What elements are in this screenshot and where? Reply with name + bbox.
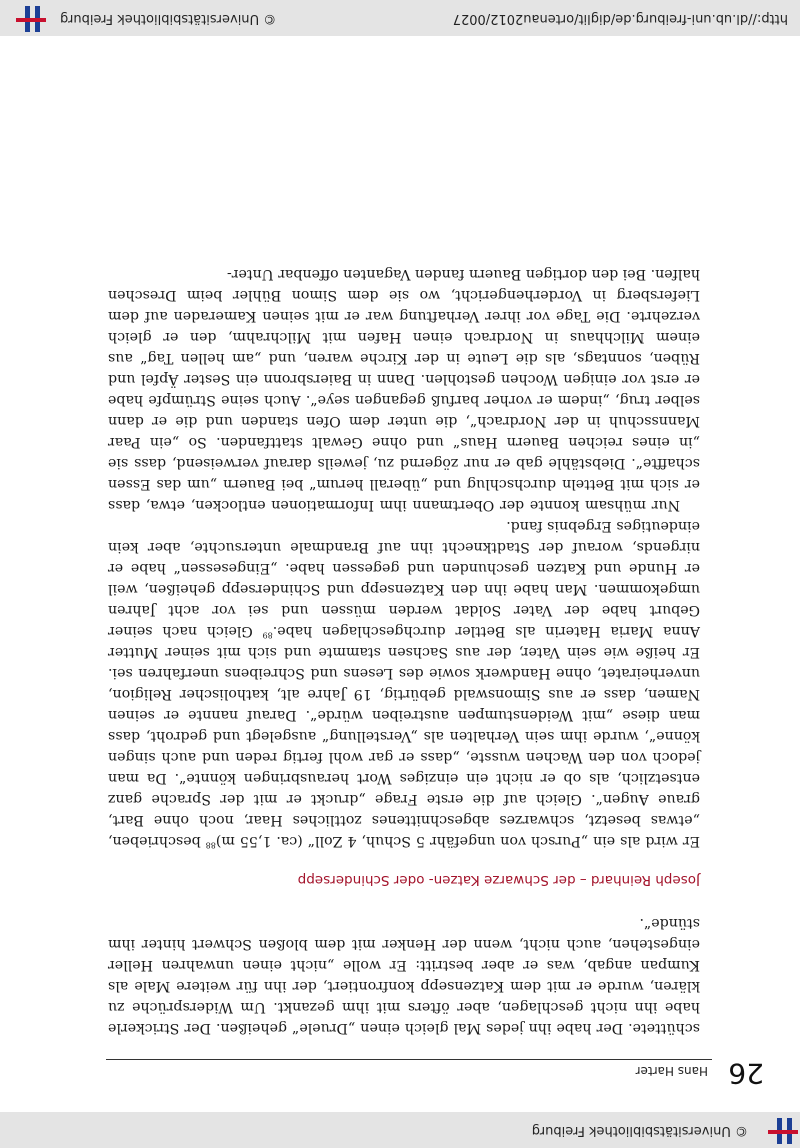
viewer-bottom-bar	[0, 0, 800, 36]
page-number: 26	[728, 1057, 764, 1090]
paragraph: schüttete. Der habe ihn jedes Mal gleich einen „Druele“ geheißen. Der Strickerle habe ihn nicht geschlagen, aber öfters mit ihm gezankt. Um Widersprüche zu klären, wurde er mit dem Katzensepp konfrontiert, der ihn für weitere Male als Kumpan angab, was er aber bestritt: Er wolle „nicht einen unwahren Heller eingestehen, auch nicht, wenn der Henker mit dem bloßen Schwert hinter ihm stünde“.	[108, 915, 700, 1036]
footnote-ref[interactable]: 88	[205, 840, 216, 850]
header-rule	[106, 1059, 712, 1060]
body-text	[108, 263, 700, 1038]
copyright-notice: © Universitätsbibliothek Freiburg	[60, 11, 277, 26]
university-logo-icon	[6, 6, 46, 32]
section-heading: Joseph Reinhard – der Schwarze Katzen- oder Schindersepp	[297, 872, 700, 888]
paragraph-text: Er wird als ein „Pursch von ungefähr 5 Schuh, 4 Zoll“ (ca. 1,55 m)	[215, 833, 700, 849]
viewer-top-bar	[0, 1112, 800, 1148]
paragraph-text: beschrieben, „etwas besetzt, schwarzes abgeschnittenes zottliches Haar, noch ohne Bart, graue Augen“. Gleich auf die erste Frage „druckt er mit der Sprache ganz entsetzlich, als ob er nicht ein einziges Wort herausbringen könnte“. Da man jedoch von den Wachen wusste, „dass er gar wohl fertig reden und auch singen könne“, wurde ihm sein Verhalten als „Verstellung“ ausgelegt und gedroht, dass man diese „mit Weidenstumpen austreiben würde“. Darauf nannte er seinen Namen, dass er aus Simonswald gebürtig, 19 Jahre alt, katholischer Religion, unverheiratet, ohne Handwerk sowie des Lesens und Schreibens unerfahren sei. Er heiße wie sein Vater, der aus Sachsen stammte und sich mit seiner Mutter Anna Maria Haterin als Bettler durchgeschlagen habe.	[108, 623, 700, 849]
running-head: Hans Harter	[635, 1064, 708, 1078]
paragraph-text: Gleich nach seiner Geburt habe der Vater Soldat werden müssen und sei vor acht Jahren umgekommen. Man habe ihn den Katzensepp und Schindersepp geheißen, weil er Hunde und Katzen geschunden und gegessen habe. „Eingesessen“ habe er nirgends, worauf der Stadtknecht ihn auf Brandmale untersuchte, aber kein eindeutiges Ergebnis fand.	[108, 518, 700, 639]
footnote-ref[interactable]: 89	[262, 630, 273, 640]
permalink-url[interactable]: http://dl.ub.uni-freiburg.de/diglit/ortenau2012/0027	[452, 11, 788, 26]
paragraph: Nur mühsam konnte der Obertmann ihm Informationen entlocken, etwa, dass er sich mit Betteln durchschlug und „überall herum“ bei Bauern „um das Essen schaffte“. Diebstähle gab er nur zögernd zu, jeweils darauf verweisend, dass sie „in eines reichen Bauern Haus“ und ohne Gewalt stattfanden. So „ein Paar Mannsschuh in der Nordrach“, die unter dem Ofen standen und die er dann selber trug, „indem er vorher barfuß gegangen seye“. Auch seine Strümpfe habe er erst vor einigen Wochen gestohlen. Dann in Baiersbronn ein Sester Äpfel und Rüben, sonntags, als die Leute in der Kirche waren, und „am hellen Tag“ aus einem Milchhaus in Nordrach einen Hafen mit Milchrahm, den er gleich verzehrte. Die Tage vor ihrer Verhaftung war er mit seinen Kameraden auf dem Liefersberg in Vorderhengericht, wo sie dem Simon Bühler beim Dreschen halfen. Bei den dortigen Bauern fanden Vaganten offenbar Unter-	[108, 266, 700, 513]
paragraph	[108, 515, 700, 851]
university-logo-icon	[758, 1118, 798, 1144]
copyright-notice: © Universitätsbibliothek Freiburg	[531, 1123, 748, 1138]
